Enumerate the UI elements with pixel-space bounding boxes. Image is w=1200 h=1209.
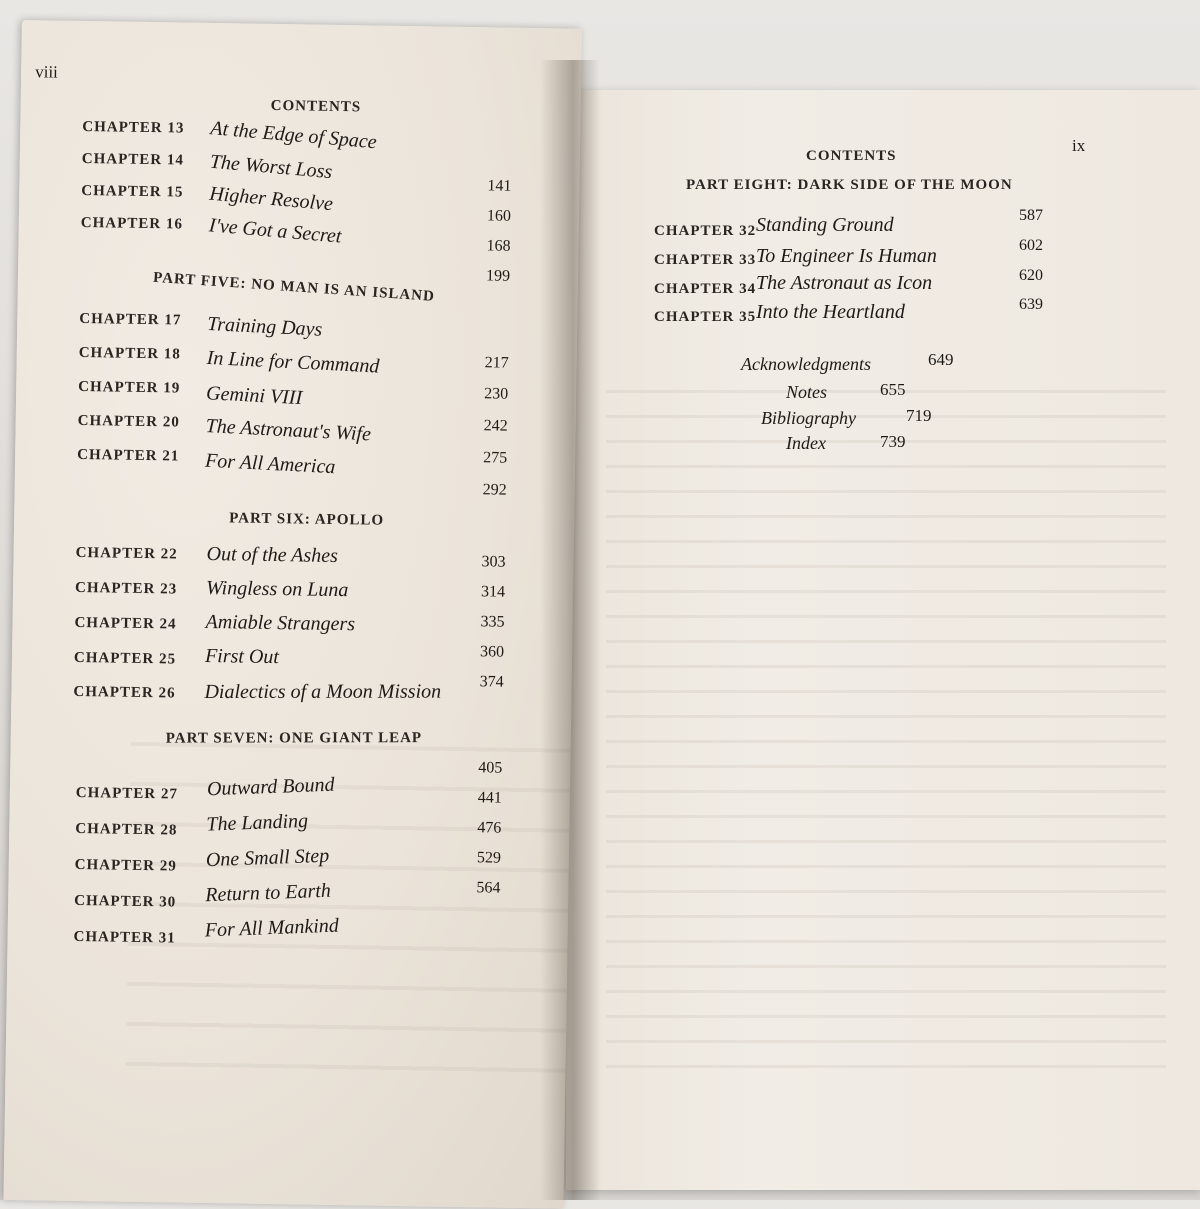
chapter-label: CHAPTER 25	[73, 649, 177, 668]
page-number: 141	[487, 177, 512, 195]
chapter-title: Gemini VIII	[205, 382, 303, 410]
page-number: 529	[476, 849, 502, 867]
chapter-label: CHAPTER 14	[81, 150, 185, 169]
chapter-label: CHAPTER 23	[74, 579, 178, 598]
page-number: 564	[476, 879, 501, 897]
page-number: 217	[484, 354, 509, 372]
chapter-title: First Out	[204, 644, 280, 669]
chapter-title: To Engineer Is Human	[756, 245, 937, 267]
page-number: 405	[478, 759, 503, 777]
chapter-label: CHAPTER 20	[77, 412, 180, 431]
chapter-title: Amiable Strangers	[205, 610, 356, 636]
page-number: 242	[483, 417, 508, 435]
left-page	[3, 20, 581, 1209]
chapter-label: CHAPTER 19	[78, 378, 181, 397]
chapter-title: Higher Resolve	[208, 182, 334, 216]
page-number: 602	[1019, 237, 1043, 254]
chapter-label: CHAPTER 18	[78, 344, 181, 363]
chapter-label: CHAPTER 28	[75, 820, 178, 839]
chapter-title: One Small Step	[205, 844, 330, 872]
chapter-label: CHAPTER 26	[73, 683, 176, 702]
chapter-label: CHAPTER 21	[77, 446, 180, 465]
chapter-title: I've Got a Secret	[208, 214, 343, 248]
chapter-title: The Landing	[206, 809, 309, 836]
chapter-label: CHAPTER 29	[74, 856, 177, 875]
chapter-title: The Worst Loss	[209, 150, 334, 184]
chapter-title: The Astronaut's Wife	[205, 415, 372, 446]
chapter-title: The Astronaut as Icon	[756, 272, 933, 294]
backmatter-page: 719	[906, 406, 932, 425]
backmatter-title: Index	[786, 433, 826, 453]
chapter-label: CHAPTER 32	[654, 223, 757, 239]
page-number: 476	[477, 819, 502, 837]
chapter-label: CHAPTER 13	[82, 118, 185, 137]
chapter-label: CHAPTER 24	[74, 614, 177, 633]
backmatter-title: Acknowledgments	[741, 354, 871, 374]
page-number: 335	[480, 613, 505, 631]
page-number: 168	[486, 237, 511, 255]
backmatter-title: Notes	[786, 382, 828, 402]
folio-ix: ix	[1072, 136, 1086, 155]
contents-heading-right: CONTENTS	[806, 148, 897, 164]
right-page	[566, 90, 1200, 1190]
page-number: 160	[486, 207, 512, 225]
chapter-title: Training Days	[206, 312, 323, 341]
chapter-label: CHAPTER 30	[74, 892, 177, 911]
page-number: 275	[483, 449, 508, 467]
chapter-label: CHAPTER 16	[80, 214, 184, 233]
chapter-title: Standing Ground	[756, 214, 894, 236]
chapter-label: CHAPTER 27	[75, 784, 179, 803]
backmatter-title: Bibliography	[761, 408, 856, 428]
backmatter-page: 649	[928, 350, 954, 369]
page-number: 620	[1019, 267, 1043, 284]
chapter-label: CHAPTER 17	[79, 310, 182, 329]
page-number: 360	[479, 643, 505, 661]
chapter-title: Return to Earth	[204, 879, 332, 907]
page-number: 292	[482, 481, 507, 499]
chapter-label: CHAPTER 33	[654, 252, 757, 268]
show-through-text	[125, 742, 581, 1081]
chapter-title: Dialectics of a Moon Mission	[204, 680, 442, 704]
chapter-title: In Line for Command	[206, 346, 380, 378]
page-number: 230	[484, 385, 509, 403]
chapter-title: Out of the Ashes	[206, 542, 339, 568]
page-number: 374	[479, 673, 504, 691]
chapter-label: CHAPTER 31	[73, 928, 176, 947]
part-six-heading: PART SIX: APOLLO	[229, 510, 385, 529]
backmatter-page: 655	[880, 380, 906, 399]
chapter-title: Into the Heartland	[756, 301, 905, 323]
part-five-heading: PART FIVE: NO MAN IS AN ISLAND	[152, 269, 436, 305]
page-number: 587	[1019, 207, 1043, 224]
part-eight-heading: PART EIGHT: DARK SIDE OF THE MOON	[686, 177, 1013, 193]
chapter-title: At the Edge of Space	[209, 117, 378, 154]
part-seven-heading: PART SEVEN: ONE GIANT LEAP	[165, 730, 423, 747]
page-number: 639	[1019, 296, 1043, 313]
chapter-title: For All America	[204, 449, 336, 479]
chapter-label: CHAPTER 34	[654, 281, 757, 297]
chapter-label: CHAPTER 22	[75, 544, 178, 563]
chapter-title: Wingless on Luna	[205, 576, 349, 602]
chapter-title: Outward Bound	[206, 773, 335, 801]
backmatter-page: 739	[880, 432, 906, 451]
chapter-label: CHAPTER 15	[81, 182, 184, 201]
contents-heading-left: CONTENTS	[270, 97, 362, 116]
chapter-title: For All Mankind	[204, 914, 340, 942]
page-number: 441	[477, 789, 502, 807]
page-number: 303	[481, 553, 506, 571]
chapter-label: CHAPTER 35	[654, 309, 757, 325]
page-number: 199	[485, 267, 511, 285]
folio-viii: viii	[35, 62, 59, 82]
show-through-text	[606, 390, 1166, 1090]
page-number: 314	[480, 583, 506, 601]
